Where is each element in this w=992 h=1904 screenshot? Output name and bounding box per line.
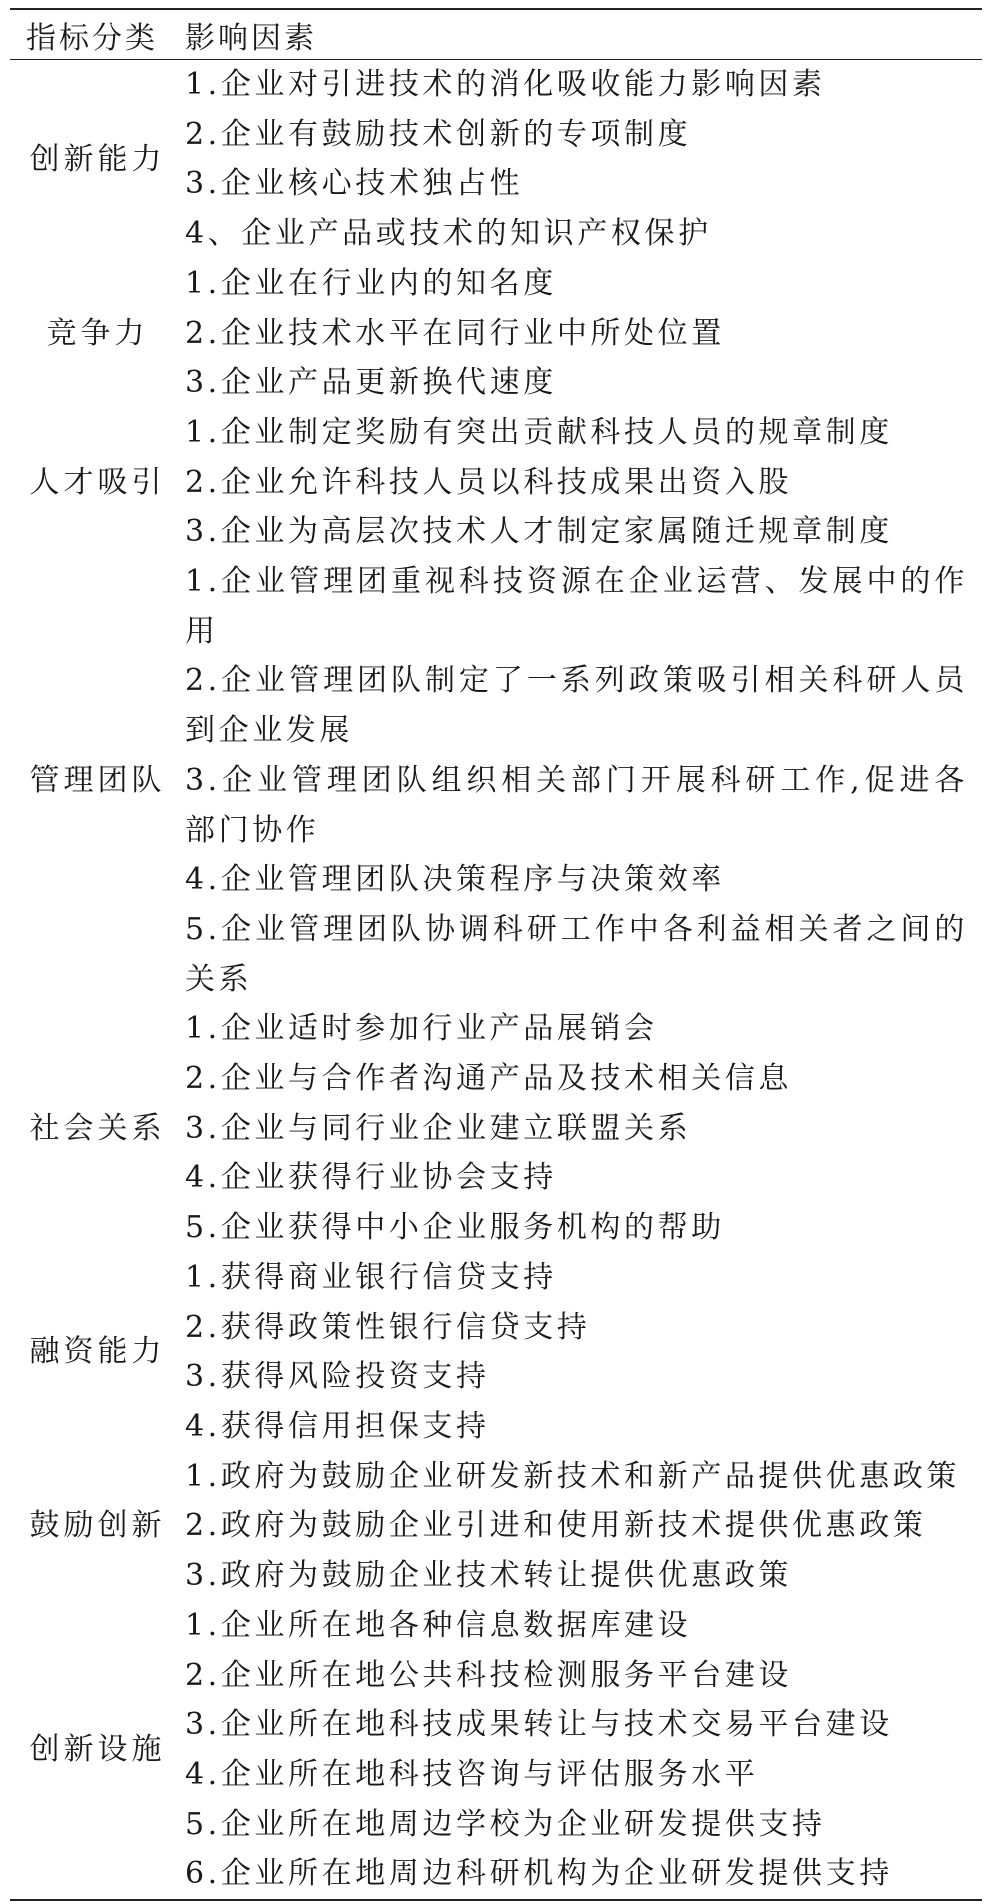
factor-cell: 3.获得风险投资支持 (185, 1359, 490, 1395)
factor-cell: 1.企业对引进技术的消化吸收能力影响因素 (185, 67, 826, 102)
factor-cell: 2.企业有鼓励技术创新的专项制度 (185, 116, 692, 152)
table-row (10, 1601, 982, 1651)
factor-cell: 2.企业允许科技人员以科技成果出资入股 (185, 464, 793, 500)
table-body (10, 60, 982, 1901)
factor-cell: 3.政府为鼓励企业技术转让提供优惠政策 (185, 1558, 793, 1594)
factor-cell: 2.获得政策性银行信贷支持 (185, 1309, 591, 1345)
category-cell: 竞争力 (46, 315, 149, 351)
factor-cell: 3.企业所在地科技成果转让与技术交易平台建设 (185, 1707, 893, 1743)
factor-cell: 5.企业管理团队协调科研工作中各利益相关者之间的关系 (185, 911, 968, 997)
table-row (10, 60, 982, 110)
table-row (10, 1004, 982, 1054)
factor-cell: 2.企业管理团队制定了一系列政策吸引相关科研人员到企业发展 (185, 663, 968, 749)
category-cell: 人才吸引 (29, 464, 166, 500)
factor-cell: 2.企业所在地公共科技检测服务平台建设 (185, 1657, 793, 1693)
factor-cell: 3.企业产品更新换代速度 (185, 365, 557, 401)
factor-cell: 1.企业管理团重视科技资源在企业运营、发展中的作用 (185, 564, 968, 649)
factor-cell: 2.企业技术水平在同行业中所处位置 (185, 315, 725, 351)
factor-cell: 1.政府为鼓励企业研发新技术和新产品提供优惠政策 (185, 1458, 961, 1494)
factor-cell: 4.企业获得行业协会支持 (185, 1160, 557, 1196)
factor-cell: 4.企业所在地科技咨询与评估服务水平 (185, 1756, 759, 1792)
table-row (10, 1253, 982, 1303)
header-factors: 影响因素 (185, 20, 317, 56)
factor-table-container (10, 8, 982, 1901)
factor-cell: 6.企业所在地周边科研机构为企业研发提供支持 (185, 1856, 893, 1892)
table-row (10, 1452, 982, 1502)
factor-cell: 3.企业与同行业企业建立联盟关系 (185, 1110, 692, 1146)
factor-cell: 2.企业与合作者沟通产品及技术相关信息 (185, 1061, 793, 1097)
header-row (10, 9, 982, 60)
category-cell: 融资能力 (29, 1334, 166, 1370)
category-cell: 鼓励创新 (29, 1508, 166, 1544)
table-row (10, 408, 982, 458)
category-cell: 管理团队 (29, 762, 166, 798)
category-cell: 创新设施 (29, 1732, 166, 1768)
factor-cell: 3.企业为高层次技术人才制定家属随迁规章制度 (185, 514, 893, 550)
factor-cell: 1.企业适时参加行业产品展销会 (185, 1011, 658, 1047)
factor-cell: 3.企业管理团队组织相关部门开展科研工作,促进各部门协作 (185, 762, 968, 848)
factor-cell: 3.企业核心技术独占性 (185, 166, 524, 202)
factor-cell: 1.企业所在地各种信息数据库建设 (185, 1607, 692, 1643)
factor-table (10, 8, 982, 1901)
header-category: 指标分类 (26, 20, 158, 56)
table-row (10, 259, 982, 309)
category-cell: 社会关系 (29, 1110, 166, 1146)
factor-cell: 5.企业所在地周边学校为企业研发提供支持 (185, 1806, 826, 1842)
factor-cell: 2.政府为鼓励企业引进和使用新技术提供优惠政策 (185, 1508, 927, 1544)
factor-cell: 1.企业制定奖励有突出贡献科技人员的规章制度 (185, 414, 893, 450)
factor-cell: 4、企业产品或技术的知识产权保护 (185, 216, 712, 252)
factor-cell: 4.企业管理团队决策程序与决策效率 (185, 862, 725, 898)
table-row (10, 557, 982, 656)
table-header (10, 9, 982, 60)
factor-cell: 1.企业在行业内的知名度 (185, 265, 557, 301)
factor-cell: 4.获得信用担保支持 (185, 1408, 490, 1444)
factor-cell: 5.企业获得中小企业服务机构的帮助 (185, 1210, 725, 1246)
category-cell: 创新能力 (29, 141, 166, 177)
factor-cell: 1.获得商业银行信贷支持 (185, 1259, 557, 1295)
